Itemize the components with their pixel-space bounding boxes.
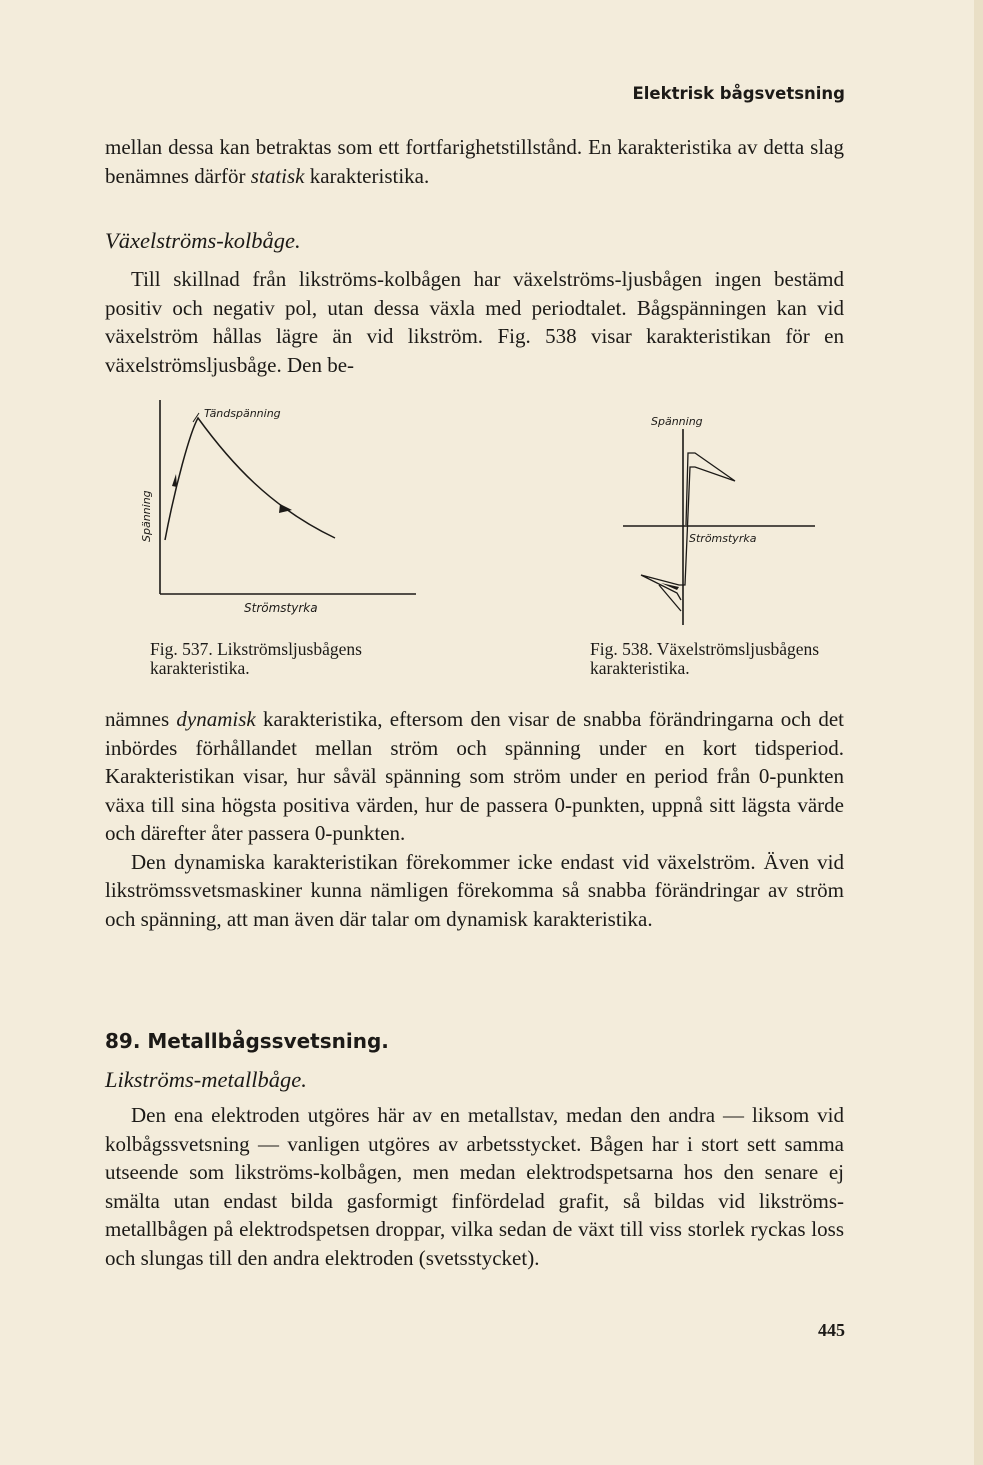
running-header: Elektrisk bågsvetsning bbox=[632, 84, 845, 103]
page-number: 445 bbox=[818, 1320, 845, 1340]
paragraph-dynamisk: nämnes dynamisk karakteristika, eftersom den visar de snabba förändringarna och det inbördes förhållandet mellan ström och spänning under en kort tidsperiod. Karakteristikan visar, hur såväl spänning som ström under en period från 0-punkten växa till sina högsta positiva värden, hur de passera 0-punkten, uppnå sitt lägsta värde och därefter åter passera 0-punkten. bbox=[105, 707, 844, 845]
intro-paragraph: mellan dessa kan betraktas som ett fortfarighetstillstånd. En karakteristika av detta slag benämnes därför statisk karakteristika. bbox=[105, 135, 844, 188]
caption-fig538: Fig. 538. Växelströmsljusbågens karakteristika. bbox=[590, 639, 820, 678]
emphasis-statisk: statisk bbox=[250, 163, 305, 188]
paragraph-metallbage: Den ena elektroden utgöres här av en metallstav, medan den andra — liksom vid kolbågssvetsning — vanligen utgöres av arbetsstycket. Bågen har i stort sett samma utseende som likströms-kolbågen, men medan elektrodspetsarna hos den senare ej smälta utan endast bilda gasformigt finfördelad grafit, så bildas vid likströms-metallbågen på elektrodspetsen droppar, vilka sedan de växt till viss storlek ryckas loss och slungas till den andra elektroden (svetsstycket). bbox=[105, 1103, 844, 1270]
figure-538-diagram bbox=[615, 405, 825, 630]
heading-vaxelstroms-kolbage: Växelströms-kolbåge. bbox=[105, 228, 301, 253]
dynamic-section bbox=[0, 705, 983, 933]
caption-fig537: Fig. 537. Likströmsljusbågens karakteristika. bbox=[150, 639, 362, 678]
emphasis-dynamisk: dynamisk bbox=[176, 707, 256, 731]
fig538-x-label: Strömstyrka bbox=[689, 532, 757, 545]
fig538-y-label: Spänning bbox=[651, 415, 703, 428]
fig537-y-label: Spänning bbox=[140, 490, 153, 542]
fig537-x-label: Strömstyrka bbox=[244, 601, 318, 615]
section-title-89: 89. Metallbågssvetsning. bbox=[105, 1029, 389, 1053]
paragraph-vaxelstrom: Till skillnad från likströms-kolbågen har växelströms-ljusbågen ingen bestämd positiv och negativ pol, utan dessa växla med periodtalet. Bågspänningen kan vid växelström hållas lägre än vid likström. Fig. 538 visar karakteristikan för en växelströmsljusbåge. Den be- bbox=[105, 267, 844, 377]
fig537-arrow-up bbox=[172, 474, 177, 487]
fig537-curve bbox=[165, 418, 335, 540]
figure-537-diagram bbox=[120, 392, 430, 624]
fig537-peak-label: Tändspänning bbox=[204, 407, 281, 420]
paragraph-dynamisk-2: Den dynamiska karakteristikan förekommer icke endast vid växelström. Även vid likströmssvetsmaskiner kunna nämligen förekomma så snabba förändringar av ström och spänning, att man även där talar om dynamisk karakteristika. bbox=[105, 849, 844, 931]
heading-likstroms-metallbage: Likströms-metallbåge. bbox=[105, 1067, 307, 1092]
